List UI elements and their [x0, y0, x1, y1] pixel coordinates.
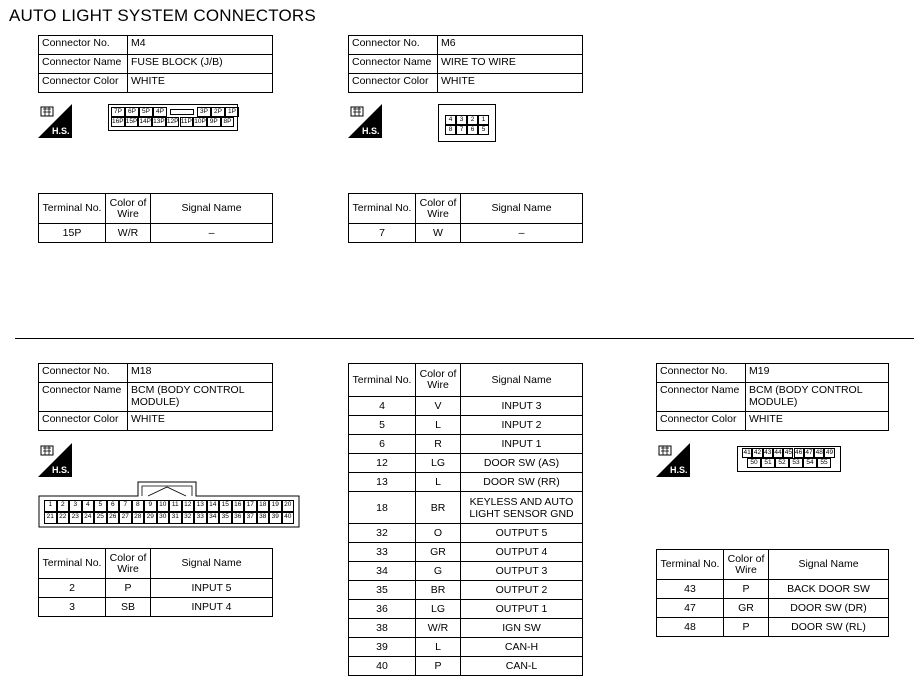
connector-pin: 5	[94, 500, 107, 512]
connector-face-m6	[438, 104, 496, 142]
terminal-table-m4	[38, 193, 273, 243]
connector-pin: 20	[282, 500, 295, 512]
connector-pin: 18	[257, 500, 270, 512]
hs-connector-icon	[656, 443, 690, 477]
connector-pin: 33	[194, 512, 207, 524]
connector-pin: 2	[57, 500, 70, 512]
connector-pin: 4	[445, 115, 456, 125]
connector-pin: 7	[119, 500, 132, 512]
connector-pin: 5	[478, 125, 489, 135]
table-row: 18 BR KEYLESS AND AUTO LIGHT SENSOR GND	[349, 492, 583, 524]
header-signal-name: Signal Name	[151, 549, 273, 579]
table-row: 13 L DOOR SW (RR)	[349, 473, 583, 492]
connector-name-value: FUSE BLOCK (J/B)	[128, 55, 273, 74]
connector-pin: 52	[775, 458, 789, 468]
connector-pin: 19	[269, 500, 282, 512]
table-row: 48 P DOOR SW (RL)	[657, 618, 889, 637]
connector-no-value: M6	[438, 36, 583, 55]
connector-name-value: WIRE TO WIRE	[438, 55, 583, 74]
connector-no-value: M18	[128, 364, 273, 383]
connector-pin: 6	[467, 125, 478, 135]
header-signal-name: Signal Name	[461, 194, 583, 224]
connector-pin: 1	[478, 115, 489, 125]
connector-pin: 16	[232, 500, 245, 512]
connector-pin: 4P	[153, 107, 167, 117]
table-row: 47 GR DOOR SW (DR)	[657, 599, 889, 618]
connector-pin: 51	[761, 458, 775, 468]
header-terminal-no: Terminal No.	[39, 194, 106, 224]
label-connector-color: Connector Color	[39, 412, 128, 431]
table-row: 5 L INPUT 2	[349, 416, 583, 435]
connector-pin: 24	[82, 512, 95, 524]
connector-pin: 26	[107, 512, 120, 524]
connector-no-value: M4	[128, 36, 273, 55]
connector-pin: 1P	[225, 107, 239, 117]
connector-pin: 6P	[125, 107, 139, 117]
section-divider	[15, 338, 914, 339]
connector-face-m18	[44, 500, 295, 524]
header-signal-name: Signal Name	[769, 550, 889, 580]
hs-label: H.S.	[670, 465, 688, 475]
connector-face-m19	[737, 446, 841, 472]
label-connector-no: Connector No.	[39, 36, 128, 55]
terminal-table-m19	[656, 549, 889, 637]
connector-pin: 50	[747, 458, 761, 468]
connector-pin: 53	[789, 458, 803, 468]
connector-pin: 7P	[111, 107, 125, 117]
connector-color-value: WHITE	[746, 412, 889, 431]
table-row: 12 LG DOOR SW (AS)	[349, 454, 583, 473]
connector-pin: 2P	[211, 107, 225, 117]
connector-pin: 21	[44, 512, 57, 524]
connector-pin: 4	[82, 500, 95, 512]
connector-pin: 25	[94, 512, 107, 524]
connector-pin: 29	[144, 512, 157, 524]
table-row: 7 W –	[349, 224, 583, 243]
terminal-table-m18-continued	[348, 363, 583, 676]
connector-pin: 11	[169, 500, 182, 512]
connector-pin: 12P	[166, 118, 179, 125]
connector-pin: 27	[119, 512, 132, 524]
connector-pin: 54	[803, 458, 817, 468]
header-signal-name: Signal Name	[461, 364, 583, 397]
connector-pin: 38	[257, 512, 270, 524]
connector-name-value: BCM (BODY CONTROL MODULE)	[746, 383, 889, 412]
connector-pin: 6	[107, 500, 120, 512]
header-color-of-wire: Color of Wire	[416, 364, 461, 397]
connector-no-value: M19	[746, 364, 889, 383]
connector-pin: 44	[774, 449, 782, 456]
connector-pin: 9P	[207, 117, 221, 127]
connector-key-slot	[167, 107, 197, 117]
hs-connector-icon	[38, 104, 72, 138]
hs-label: H.S.	[362, 126, 380, 136]
connector-pin: 5P	[139, 107, 153, 117]
hs-connector-icon	[348, 104, 382, 138]
connector-pin: 3	[456, 115, 467, 125]
connector-pin: 15P	[125, 118, 138, 125]
connector-pin: 14P	[139, 118, 152, 125]
header-terminal-no: Terminal No.	[39, 549, 106, 579]
connector-pin: 31	[169, 512, 182, 524]
connector-info-m4	[38, 35, 273, 93]
connector-pin: 55	[817, 458, 831, 468]
terminal-table-m18	[38, 548, 273, 617]
connector-pin: 2	[467, 115, 478, 125]
connector-pin: 48	[815, 449, 823, 456]
label-connector-name: Connector Name	[39, 55, 128, 74]
label-connector-no: Connector No.	[39, 364, 128, 383]
header-terminal-no: Terminal No.	[349, 364, 416, 397]
connector-pin: 47	[805, 449, 813, 456]
table-row: 4 V INPUT 3	[349, 397, 583, 416]
connector-info-m19	[656, 363, 889, 431]
connector-pin: 12	[182, 500, 195, 512]
connector-pin: 14	[207, 500, 220, 512]
table-row: 35 BR OUTPUT 2	[349, 581, 583, 600]
connector-pin: 17	[244, 500, 257, 512]
connector-pin: 8	[132, 500, 145, 512]
connector-pin: 34	[207, 512, 220, 524]
connector-pin: 32	[182, 512, 195, 524]
connector-pin: 39	[269, 512, 282, 524]
connector-pin: 36	[232, 512, 245, 524]
connector-pin: 23	[69, 512, 82, 524]
connector-pin: 46	[795, 449, 803, 456]
connector-pin: 3	[69, 500, 82, 512]
table-row: 43 P BACK DOOR SW	[657, 580, 889, 599]
connector-pin: 13P	[153, 118, 165, 125]
hs-label: H.S.	[52, 465, 70, 475]
connector-pin: 10P	[194, 118, 206, 125]
connector-pin: 22	[57, 512, 70, 524]
connector-name-value: BCM (BODY CONTROL MODULE)	[128, 383, 273, 412]
connector-pin: 16P	[112, 118, 124, 125]
label-connector-no: Connector No.	[657, 364, 746, 383]
connector-pin: 13	[194, 500, 207, 512]
connector-info-m18	[38, 363, 273, 431]
table-row: 6 R INPUT 1	[349, 435, 583, 454]
header-color-of-wire: Color of Wire	[106, 549, 151, 579]
hs-label: H.S.	[52, 126, 70, 136]
connector-pin: 28	[132, 512, 145, 524]
header-terminal-no: Terminal No.	[657, 550, 724, 580]
connector-pin: 41	[743, 449, 751, 456]
connector-pin: 37	[244, 512, 257, 524]
label-connector-name: Connector Name	[657, 383, 746, 412]
connector-pin: 10	[157, 500, 170, 512]
label-connector-no: Connector No.	[349, 36, 438, 55]
label-connector-color: Connector Color	[349, 74, 438, 93]
table-row: 40 P CAN-L	[349, 657, 583, 676]
connector-pin: 8P	[221, 117, 235, 127]
hs-connector-icon	[38, 443, 72, 477]
connector-pin: 15	[219, 500, 232, 512]
connector-pin: 30	[157, 512, 170, 524]
connector-pin: 45	[784, 449, 792, 456]
label-connector-name: Connector Name	[39, 383, 128, 412]
header-color-of-wire: Color of Wire	[416, 194, 461, 224]
connector-pin: 8	[445, 125, 456, 135]
table-row: 39 L CAN-H	[349, 638, 583, 657]
table-row: 15P W/R –	[39, 224, 273, 243]
connector-pin: 11P	[180, 118, 192, 125]
table-row: 32 O OUTPUT 5	[349, 524, 583, 543]
connector-pin: 35	[219, 512, 232, 524]
table-row: 36 LG OUTPUT 1	[349, 600, 583, 619]
table-row: 3 SB INPUT 4	[39, 598, 273, 617]
header-color-of-wire: Color of Wire	[724, 550, 769, 580]
connector-pin: 1	[44, 500, 57, 512]
page-title: AUTO LIGHT SYSTEM CONNECTORS	[9, 6, 316, 25]
label-connector-name: Connector Name	[349, 55, 438, 74]
connector-pin: 42	[753, 449, 762, 456]
label-connector-color: Connector Color	[39, 74, 128, 93]
header-terminal-no: Terminal No.	[349, 194, 416, 224]
connector-pin: 40	[282, 512, 295, 524]
connector-color-value: WHITE	[128, 74, 273, 93]
label-connector-color: Connector Color	[657, 412, 746, 431]
terminal-table-m6	[348, 193, 583, 243]
connector-pin: 49	[825, 449, 834, 456]
connector-pin: 7	[456, 125, 467, 135]
table-row: 2 P INPUT 5	[39, 579, 273, 598]
connector-pin: 43	[764, 449, 772, 456]
header-signal-name: Signal Name	[151, 194, 273, 224]
header-color-of-wire: Color of Wire	[106, 194, 151, 224]
connector-color-value: WHITE	[128, 412, 273, 431]
connector-face-m4	[108, 104, 238, 131]
table-row: 33 GR OUTPUT 4	[349, 543, 583, 562]
table-row: 34 G OUTPUT 3	[349, 562, 583, 581]
connector-info-m6	[348, 35, 583, 93]
connector-color-value: WHITE	[438, 74, 583, 93]
table-row: 38 W/R IGN SW	[349, 619, 583, 638]
connector-pin: 3P	[197, 107, 211, 117]
connector-pin: 9	[144, 500, 157, 512]
